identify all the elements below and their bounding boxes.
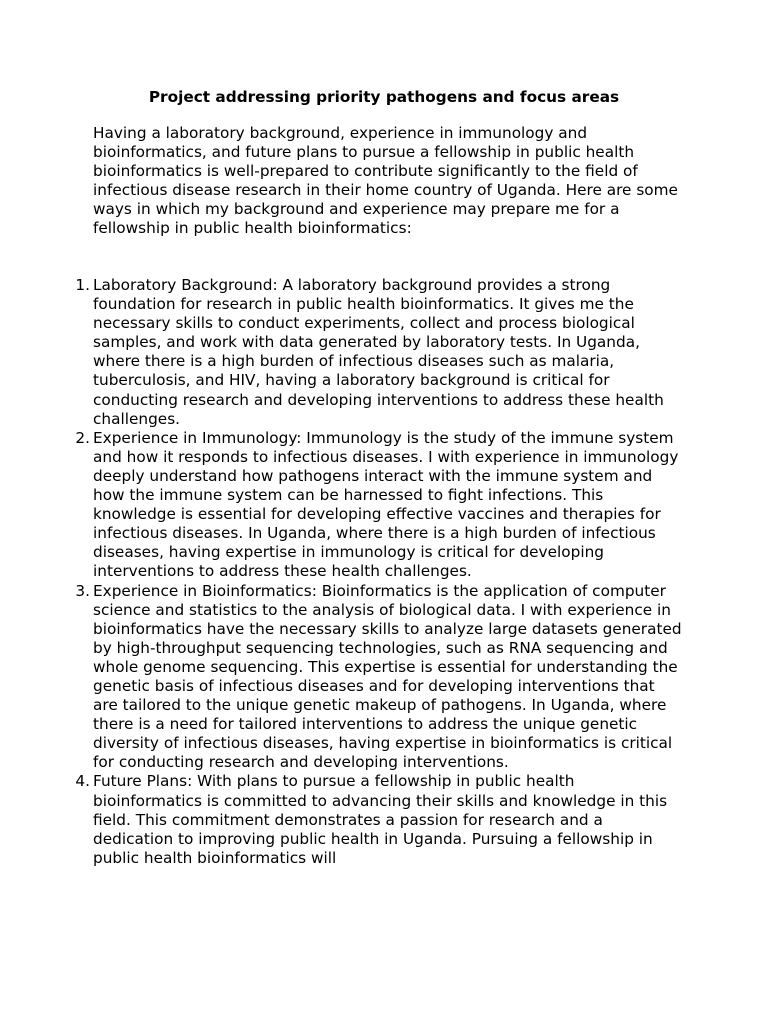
list-item (75, 772, 683, 867)
document-title: Project addressing priority pathogens and focus areas (148, 88, 620, 106)
list-item-text: Experience in Bioinformatics: Bioinformatics is the application of computer science and statistics to the analysis of biological data. I with experience in bioinformatics have the necessary skills to analyze large datasets generated by high-throughput sequencing technologies, such as RNA sequencing and whole genome sequencing. This expertise is essential for understanding the genetic basis of infectious diseases and for developing interventions that are tailored to the unique genetic makeup of pathogens. In Uganda, where there is a need for tailored interventions to address the unique genetic diversity of infectious diseases, having expertise in bioinformatics is critical for conducting research and developing interventions. (93, 581, 682, 772)
list-item-number: 2. (75, 428, 90, 447)
list-item (75, 428, 683, 582)
list-item-number: 3. (75, 581, 90, 600)
list-item-number: 4. (75, 772, 90, 791)
list-item-text: Experience in Immunology: Immunology is the study of the immune system and how it responds to infectious diseases. I with experience in immunology deeply understand how pathogens interact with the immune system and how the immune system can be harnessed to fight infections. This knowledge is essential for developing effective vaccines and therapies for infectious diseases. In Uganda, where there is a high burden of infectious diseases, having expertise in immunology is critical for developing interventions to address these health challenges. (93, 428, 679, 581)
list-item-number: 1. (75, 276, 90, 294)
list-item (75, 276, 683, 429)
list-item-text: Laboratory Background: A laboratory background provides a strong foundation for research in public health bioinformatics. It gives me the necessary skills to conduct experiments, collect and process biological samples, and work with data generated by laboratory tests. In Uganda, where there is a high burden of infectious diseases such as malaria, tuberculosis, and HIV, having a laboratory background is critical for conducting research and developing interventions to address these health challenges. (93, 276, 664, 428)
intro-paragraph: Having a laboratory background, experience in immunology and bioinformatics, and future plans to pursue a fellowship in public health bioinformatics is well-prepared to contribute significantly to the field of infectious disease research in their home country of Uganda. Here are some ways in which my background and experience may prepare me for a fellowship in public health bioinformatics: (93, 124, 678, 238)
list-item (75, 581, 683, 773)
list-item-text: Future Plans: With plans to pursue a fellowship in public health bioinformatics is committed to advancing their skills and knowledge in this field. This commitment demonstrates a passion for research and a dedication to improving public health in Uganda. Pursuing a fellowship in public health bioinformatics will (93, 772, 668, 867)
numbered-list (75, 276, 683, 868)
